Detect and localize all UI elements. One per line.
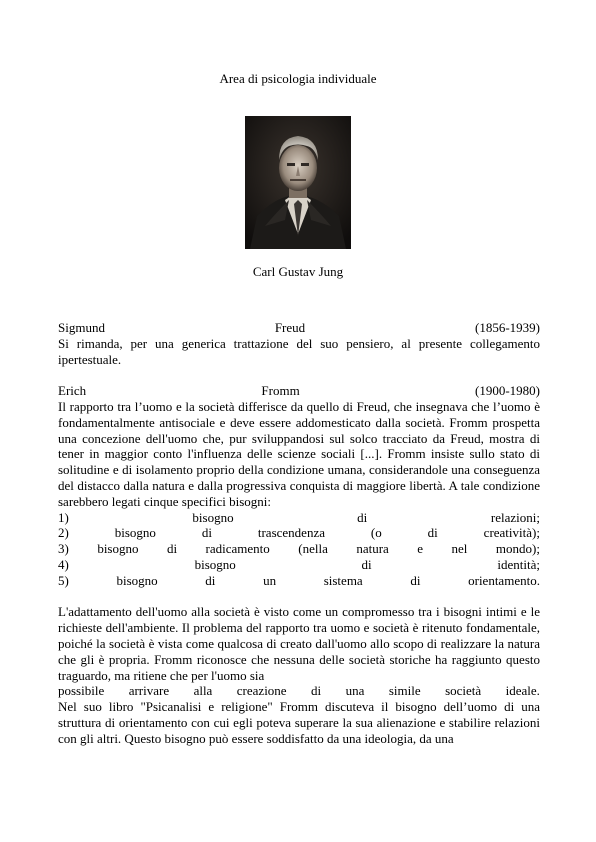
list-item-word: (nella	[298, 541, 328, 557]
list-item	[58, 541, 540, 557]
list-item-number: 1)	[58, 509, 69, 525]
document-body	[58, 320, 540, 747]
word: possibile	[58, 683, 105, 699]
needs-list	[58, 510, 540, 589]
list-item-word: bisogno	[192, 509, 234, 525]
freud-heading	[58, 320, 540, 336]
list-item-word: di	[410, 572, 421, 588]
list-item-word: nel	[451, 541, 468, 557]
fromm-paragraph-2: L'adattamento dell'uomo alla società è visto come un compromesso tra i bisogni intimi e le richieste dell'ambiente. Il problema del rapporto tra uomo e società è ritenuto fondamentale, poiché la società è vista come qualcosa di creato dall'uomo allo scopo di realizzare la natura che gli è propria. Fromm riconosce che nessuna delle società storiche ha raggiunto questo traguardo, ma ritiene che per l'uomo sia	[58, 604, 540, 683]
list-item	[58, 557, 540, 573]
photo-portrait-icon	[245, 116, 351, 249]
fromm-heading	[58, 383, 540, 399]
list-item-word: un	[263, 572, 277, 588]
list-item-word: mondo);	[495, 541, 540, 557]
fromm-last-name: Fromm	[261, 383, 300, 399]
list-item-word: di	[357, 509, 368, 525]
page-title: Area di psicologia individuale	[219, 71, 377, 86]
list-item-word: orientamento.	[468, 572, 540, 588]
list-item	[58, 573, 540, 589]
list-item-word: di	[205, 572, 216, 588]
freud-last-name: Freud	[274, 320, 306, 335]
list-item-word: di	[427, 525, 438, 541]
list-item-word: creatività);	[483, 525, 540, 541]
fromm-intro: Il rapporto tra l’uomo e la società differisce da quello di Freud, che insegnava che l’uomo è fondamentalmente antisociale e deve essere addomesticato dalla società. Fromm prospetta una concezione dell'uomo che, pur sviluppandosi sul solco tracciato da Freud, mostra di tener in maggior conto l'influenza delle scienze sociali [...]. Fromm insiste sullo stato di solitudine e di isolamento proprio della condizione umana, considerandole una conseguenza del distacco dalla natura e dalla progressiva conquista di maggiore libertà. A tale condizione sarebbero legati cinque specifici bisogni:	[58, 398, 540, 509]
fromm-years: (1900-1980)	[474, 383, 540, 399]
list-item-word: bisogno	[114, 525, 156, 541]
word: arrivare	[128, 683, 170, 699]
word: simile	[388, 683, 421, 699]
freud-first-name: Sigmund	[58, 320, 105, 335]
list-item-word: di	[201, 525, 212, 541]
list-item-number: 3)	[58, 541, 69, 557]
list-item-word: natura	[356, 541, 389, 557]
word: società	[445, 683, 482, 699]
list-item-word: identità;	[497, 556, 540, 572]
list-item-word: di	[166, 541, 178, 557]
word: di	[311, 683, 322, 699]
list-item-number: 5)	[58, 572, 69, 588]
portrait-caption: Carl Gustav Jung	[252, 264, 344, 279]
word: creazione	[236, 683, 287, 699]
word: ideale.	[505, 683, 540, 699]
list-item-word: bisogno	[194, 556, 236, 572]
list-item	[58, 525, 540, 541]
list-item-word: (o	[370, 525, 382, 541]
list-item-word: radicamento	[205, 541, 270, 557]
freud-text: Si rimanda, per una generica trattazione del suo pensiero, al presente collegamento ipertestuale.	[58, 335, 540, 367]
list-item-word: bisogno	[116, 572, 158, 588]
list-item-word: di	[361, 556, 372, 572]
list-item-word: e	[417, 541, 424, 557]
word: alla	[193, 683, 213, 699]
portrait-image	[245, 116, 351, 249]
list-item-word: sistema	[323, 572, 363, 588]
freud-years: (1856-1939)	[475, 320, 540, 335]
list-item-number: 2)	[58, 525, 69, 541]
list-item-word: bisogno	[97, 541, 139, 557]
list-item-number: 4)	[58, 556, 69, 572]
list-item-word: trascendenza	[257, 525, 325, 541]
fromm-paragraph-2-last-line	[58, 683, 540, 699]
fromm-paragraph-3: Nel suo libro "Psicanalisi e religione" Fromm discuteva il bisogno dell’uomo di una struttura di orientamento con cui egli poteva superare la sua alienazione e stabilire relazioni con gli altri. Questo bisogno può essere soddisfatto da una ideologia, da una	[58, 699, 540, 746]
list-item-word: relazioni;	[490, 509, 540, 525]
list-item	[58, 510, 540, 526]
word: una	[345, 683, 365, 699]
fromm-first-name: Erich	[58, 383, 87, 399]
